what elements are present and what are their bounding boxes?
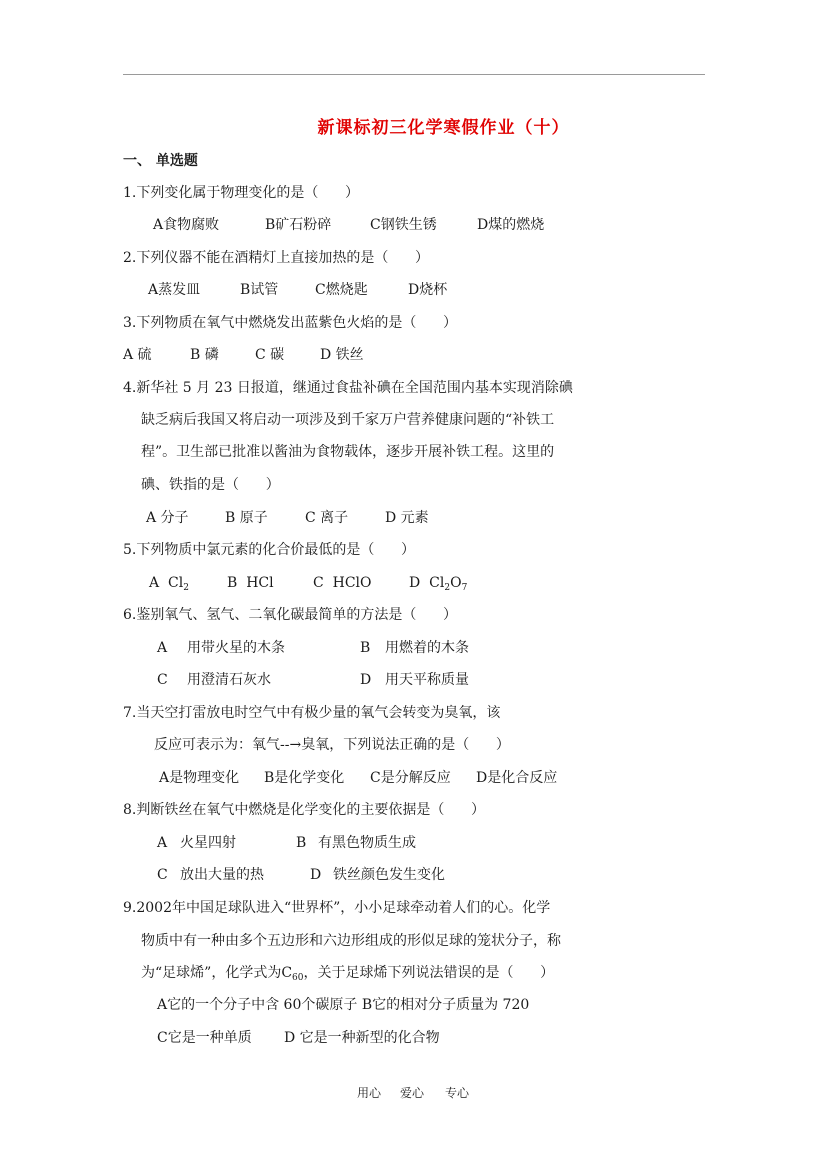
footer-text-1: 用心 (357, 1086, 382, 1100)
footer-text-3: 专心 (445, 1086, 470, 1100)
q6-option-a: 用带火星的木条 (187, 640, 285, 656)
q5-option-d (409, 574, 467, 592)
q6-option-d-letter: D (360, 672, 372, 688)
q1-option-c: C钢铁生锈 (370, 217, 437, 233)
q3-option-a: A 硫 (123, 347, 152, 363)
q6-option-b: 用燃着的木条 (385, 640, 469, 656)
q8-option-c: 放出大量的热 (180, 867, 264, 883)
q8-option-b-letter: B (296, 835, 307, 851)
q6-option-b-letter: B (360, 640, 371, 656)
question-2-stem: 2.下列仪器不能在酒精灯上直接加热的是（ ） (123, 250, 430, 266)
q9-line-3-end: ，关于足球烯下列说法错误的是（ ） (303, 965, 555, 981)
question-3-stem: 3.下列物质在氧气中燃烧发出蓝紫色火焰的是（ ） (123, 315, 458, 331)
q7-option-b: B是化学变化 (264, 770, 345, 786)
page-title: 新课标初三化学寒假作业（十） (317, 118, 570, 138)
q5-option-a (149, 574, 189, 592)
question-5-stem: 5.下列物质中氯元素的化合价最低的是（ ） (123, 542, 416, 558)
q2-option-b: B试管 (240, 282, 279, 298)
footer-text-2: 爱心 (400, 1086, 425, 1100)
q8-option-d: 铁丝颜色发生变化 (333, 867, 445, 883)
q7-option-d: D是化合反应 (476, 770, 558, 786)
question-1-stem: 1.下列变化属于物理变化的是（ ） (123, 185, 360, 201)
q3-option-c: C 碳 (255, 347, 285, 363)
q5-option-a-formula: Cl (168, 575, 184, 591)
q9-line-3-start: 为“足球烯”，化学式为C (141, 965, 293, 981)
q6-option-c-letter: C (157, 672, 168, 688)
q5-option-c-letter: C (313, 575, 324, 591)
q9-option-c: C它是一种单质 (157, 1030, 252, 1046)
q1-option-d: D煤的燃烧 (477, 217, 545, 233)
q5-option-b-formula: HCl (246, 575, 274, 591)
section-heading: 一、 单选题 (123, 153, 198, 169)
question-9-line-2: 物质中有一种由多个五边形和六边形组成的形似足球的笼状分子，称 (141, 933, 561, 949)
q2-option-c: C燃烧匙 (315, 282, 368, 298)
question-9-line-1: 9.2002年中国足球队进入“世界杯”，小小足球牵动着人们的心。化学 (123, 900, 551, 916)
question-4-line-2: 缺乏病后我国又将启动一项涉及到千家万户营养健康问题的“补铁工 (141, 412, 555, 428)
q2-option-d: D烧杯 (408, 282, 448, 298)
q7-option-c: C是分解反应 (370, 770, 451, 786)
q2-option-a: A蒸发皿 (148, 282, 201, 298)
q5-option-a-letter: A (149, 575, 160, 591)
q1-option-b: B矿石粉碎 (265, 217, 332, 233)
question-8-stem: 8.判断铁丝在氧气中燃烧是化学变化的主要依据是（ ） (123, 802, 486, 818)
q1-option-a: A食物腐败 (153, 217, 220, 233)
question-4-line-4: 碘、铁指的是（ ） (141, 477, 280, 493)
q9-formula-subscript: 60 (292, 973, 304, 983)
q4-option-c: C 离子 (305, 510, 349, 526)
header-rule (123, 74, 705, 75)
q8-option-d-letter: D (310, 867, 322, 883)
q3-option-d: D 铁丝 (320, 347, 364, 363)
q8-option-c-letter: C (157, 867, 168, 883)
q3-option-b: B 磷 (190, 347, 219, 363)
q5-option-c-formula: HClO (332, 575, 372, 591)
q5-option-b-letter: B (227, 575, 238, 591)
q9-options-ab: A它的一个分子中含 60个碳原子 B它的相对分子质量为 720 (157, 997, 530, 1013)
q9-option-d: D 它是一种新型的化合物 (284, 1030, 440, 1046)
q4-option-b: B 原子 (225, 510, 268, 526)
q4-option-d: D 元素 (385, 510, 429, 526)
q5-option-a-subscript: 2 (183, 583, 189, 593)
q5-option-c (313, 574, 372, 592)
q7-option-a: A是物理变化 (159, 770, 240, 786)
q6-option-d: 用天平称质量 (385, 672, 469, 688)
question-7-line-2: 反应可表示为：氧气--→臭氧，下列说法正确的是（ ） (154, 737, 510, 753)
q4-option-a: A 分子 (146, 510, 189, 526)
q8-option-a-letter: A (157, 835, 168, 851)
q5-option-d-formula-2: O (450, 575, 462, 591)
question-9-line-3 (141, 964, 554, 982)
question-6-stem: 6.鉴别氧气、氢气、二氧化碳最简单的方法是（ ） (123, 607, 458, 623)
question-7-line-1: 7.当天空打雷放电时空气中有极少量的氧气会转变为臭氧，该 (123, 705, 501, 721)
q8-option-b: 有黑色物质生成 (318, 835, 416, 851)
question-4-line-1: 4.新华社 5 月 23 日报道，继通过食盐补碘在全国范围内基本实现消除碘 (123, 380, 573, 396)
q5-option-b (227, 574, 274, 592)
q8-option-a: 火星四射 (180, 835, 236, 851)
q5-option-d-subscript-2: 7 (461, 583, 468, 593)
q5-option-d-subscript-1: 2 (444, 583, 451, 593)
question-4-line-3: 程”。卫生部已批准以酱油为食物载体，逐步开展补铁工程。这里的 (141, 444, 555, 460)
q5-option-d-formula-1: Cl (429, 575, 445, 591)
q5-option-d-letter: D (409, 575, 421, 591)
q6-option-a-letter: A (157, 640, 168, 656)
q6-option-c: 用澄清石灰水 (187, 672, 271, 688)
